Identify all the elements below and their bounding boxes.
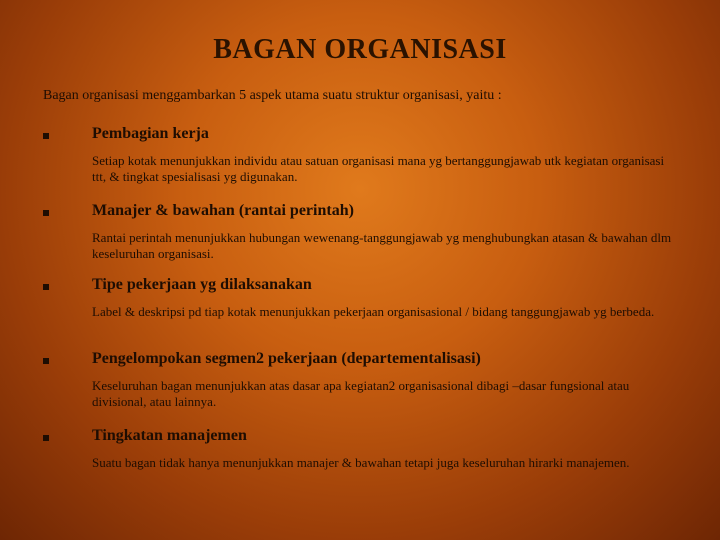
slide-title: BAGAN ORGANISASI [213, 34, 507, 65]
intro-text: Bagan organisasi menggambarkan 5 aspek utama suatu struktur organisasi, yaitu : [43, 88, 502, 103]
square-bullet-icon [43, 435, 49, 441]
square-bullet-icon [43, 210, 49, 216]
bullet-heading: Manajer & bawahan (rantai perintah) [92, 202, 354, 219]
bullet-description: Setiap kotak menunjukkan individu atau satuan organisasi mana yg bertanggungjawab utk kegiatan organisasi ttt, & tingkat spesialisasi yg digunakan. [92, 153, 665, 184]
square-bullet-icon [43, 133, 49, 139]
bullet-heading: Tingkatan manajemen [92, 427, 247, 444]
bullet-description: Label & deskripsi pd tiap kotak menunjukkan pekerjaan organisasional / bidang tanggungjawab yg berbeda. [92, 304, 655, 319]
bullet-heading: Tipe pekerjaan yg dilaksanakan [92, 276, 312, 293]
bullet-description: Keseluruhan bagan menunjukkan atas dasar apa kegiatan2 organisasional dibagi –dasar fungsional atau divisional, atau lainnya. [92, 378, 630, 409]
bullet-description: Suatu bagan tidak hanya menunjukkan manajer & bawahan tetapi juga keseluruhan hirarki manajemen. [92, 455, 630, 470]
bullet-heading: Pengelompokan segmen2 pekerjaan (departementalisasi) [92, 350, 481, 367]
bullet-heading: Pembagian kerja [92, 125, 209, 142]
square-bullet-icon [43, 358, 49, 364]
square-bullet-icon [43, 284, 49, 290]
bullet-description: Rantai perintah menunjukkan hubungan wewenang-tanggungjawab yg menghubungkan atasan & bawahan dlm keseluruhan organisasi. [92, 230, 672, 261]
